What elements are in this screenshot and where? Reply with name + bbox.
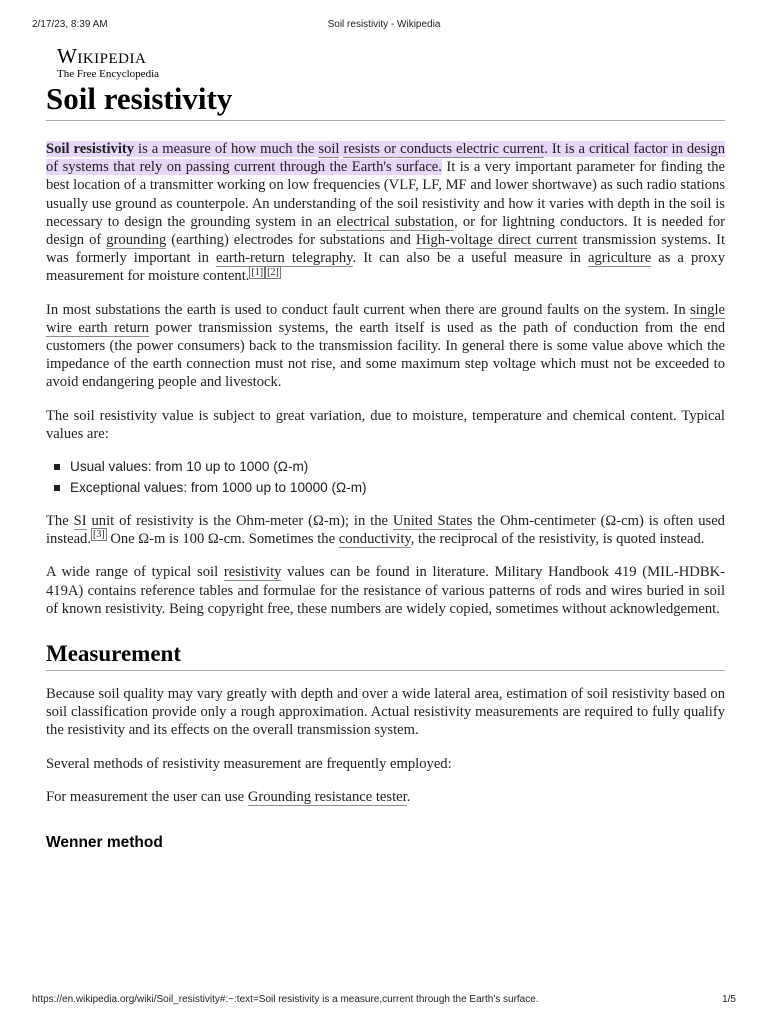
citations [249, 266, 280, 279]
variation-paragraph: The soil resistivity value is subject to great variation, due to moisture, temperature and chemical content. Typical values are: [46, 407, 725, 442]
measurement-paragraph: Because soil quality may vary greatly with depth and over a wide lateral area, estimation of soil resistivity based on soil classification provide only a rough approximation. Actual resistivity measurements are required to fully qualify the resistivity and its effects on the overall transmission system. [46, 686, 725, 739]
link-electrical-resistance[interactable]: resists or conducts electric current [343, 141, 545, 157]
text: (earthing) electrodes for substations and [166, 232, 416, 249]
link-conductivity[interactable]: conductivity [338, 531, 411, 548]
literature-paragraph [46, 563, 725, 618]
text: is a measure of how much the [134, 141, 319, 157]
units-paragraph [46, 512, 725, 548]
tester-paragraph [46, 788, 725, 806]
link-hvdc[interactable]: High-voltage direct current [415, 232, 578, 249]
print-footer [32, 994, 736, 1008]
text: The [46, 513, 74, 530]
text: , the reciprocal of the resistivity, is quoted instead. [410, 531, 705, 548]
page-title: Soil resistivity [46, 80, 725, 121]
substation-paragraph [46, 301, 725, 392]
link-earth-return-telegraphy[interactable]: earth-return telegraphy [215, 250, 353, 267]
text: For measurement the user can use [46, 788, 248, 805]
text: . It is a critical factor in design of systems that rely on passing current through the Earth's surface. [46, 141, 725, 176]
text: as a proxy measurement for moisture content. [46, 250, 725, 285]
print-header [32, 19, 736, 33]
section-heading-measurement: Measurement [46, 640, 725, 671]
citation-2[interactable]: [2] [267, 266, 279, 278]
intro-paragraph [46, 140, 725, 286]
text: transmission systems. It was formerly important in [46, 232, 726, 267]
text: . It can also be a useful measure in [352, 250, 588, 267]
article-content [46, 80, 725, 852]
print-page-title: Soil resistivity - Wikipedia [327, 19, 441, 30]
print-url: https://en.wikipedia.org/wiki/Soil_resistivity#:~:text=Soil resistivity is a measure,current through the Earth's surface. [32, 994, 539, 1005]
text: A wide range of typical soil [46, 564, 224, 581]
citations [91, 528, 107, 541]
text: values can be found in literature. Military Handbook 419 (MIL-HDBK-419A) contains reference tables and formulae for the resistance of various patterns of rods and wires buried in soil of known resistivity. Being copyright free, these numbers are widely copied, sometimes without acknowledgement. [46, 564, 725, 617]
list-item: Usual values: from 10 up to 1000 (Ω-m) [70, 456, 725, 477]
methods-paragraph: Several methods of resistivity measurement are frequently employed: [46, 755, 452, 772]
link-single-wire-earth-return[interactable]: single wire earth return [46, 301, 725, 336]
text: In most substations the earth is used to conduct fault current when there are ground faults on the system. In [46, 301, 691, 318]
list-item: Exceptional values: from 1000 up to 10000 (Ω-m) [70, 477, 725, 498]
link-grounding-resistance-tester[interactable]: Grounding resistance tester [247, 788, 407, 805]
typical-values-list [46, 456, 725, 498]
print-datetime: 2/17/23, 8:39 AM [32, 19, 108, 30]
text: . [406, 788, 411, 805]
citation-3[interactable]: [3] [93, 529, 105, 541]
bold-term: Soil resistivity [46, 141, 135, 157]
link-resistivity[interactable]: resistivity [223, 564, 282, 581]
text: , or for lightning conductors. It is needed for design of [46, 213, 725, 249]
text: the Ohm-centimeter (Ω-cm) is often used instead. [46, 513, 725, 548]
link-agriculture[interactable]: agriculture [588, 250, 652, 267]
link-soil[interactable]: soil [318, 141, 340, 157]
link-grounding[interactable]: grounding [106, 232, 167, 249]
citation-1[interactable]: [1] [251, 266, 264, 278]
link-electrical-substation[interactable]: electrical substation [336, 213, 455, 230]
text: One Ω-m is 100 Ω-cm. Sometimes the [106, 531, 339, 548]
link-si[interactable]: SI [73, 513, 87, 530]
logo-tagline: The Free Encyclopedia [57, 68, 160, 80]
print-page-number: 1/5 [722, 994, 736, 1005]
wikipedia-logo[interactable] [57, 44, 159, 81]
text: It is a very important parameter for finding the best location of a transmitter working on low frequencies (VLF, LF, MF and lower shortwave) as such radio stations usually use ground as counterpole. An understanding of the soil resistivity and how it varies with depth in the soil is necessary to design the grounding system in an [46, 159, 725, 230]
link-united-states[interactable]: United States [392, 513, 473, 530]
logo-wordmark: Wikipedia [57, 44, 147, 68]
text: unit of resistivity is the Ohm-meter (Ω-m); in the [86, 513, 393, 530]
text: power transmission systems, the earth itself is used as the path of conduction from the end customers (the power consumers) back to the transmission facility. In general there is some value above which the impedance of the earth connection must not rise, and some maximum step voltage which must not be exceeded to avoid endangering people and livestock. [46, 319, 725, 391]
subsection-heading-wenner: Wenner method [46, 834, 163, 852]
